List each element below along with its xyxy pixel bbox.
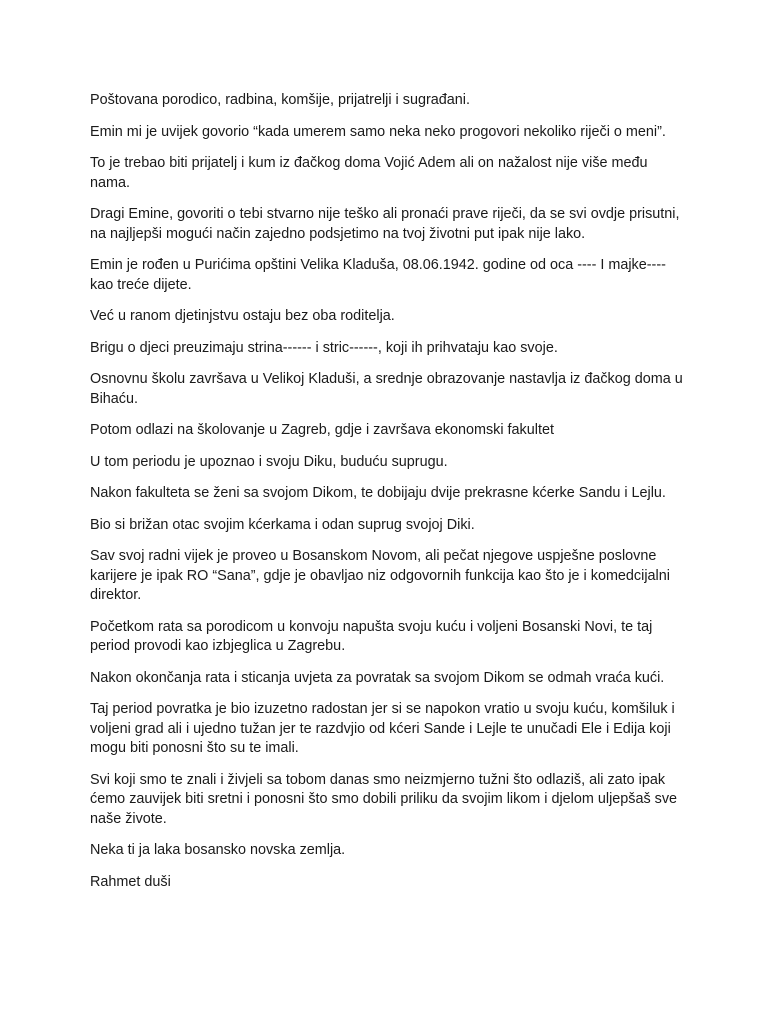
paragraph-dear-emin: Dragi Emine, govoriti o tebi stvarno nije teško ali pronaći prave riječi, da se svi ovdje prisutni, na najljepši mogući način zajedno podsjetimo na tvoj životni put ipak nije lako.	[90, 206, 680, 242]
paragraph-career: Sav svoj radni vijek je proveo u Bosanskom Novom, ali pečat njegove uspješne poslovne karijere je ipak RO “Sana”, gdje je obavljao niz odgovornih funkcija kao što je i komedcijalni direktor.	[90, 548, 670, 603]
paragraph-birth: Emin je rođen u Purićima opštini Velika Kladuša, 08.06.1942. godine od oca ---- I majke---- kao treće dijete.	[90, 257, 666, 293]
paragraph-earth: Neka ti ja laka bosansko novska zemlja.	[90, 842, 346, 858]
paragraph-met-wife: U tom periodu je upoznao i svoju Diku, buduću suprugu.	[90, 453, 448, 470]
paragraph-return-period: Taj period povratka je bio izuzetno radostan jer si se napokon vratio u svoju kuću, komšiluk i voljeni grad ali i ujedno tužan jer te razdvjio od kćeri Sande i Lejle te unučadi Ele i Edija koji mogu biti ponosni što su te imali.	[90, 701, 675, 756]
document-body	[90, 91, 690, 904]
paragraph-childhood: Već u ranom djetinjstvu ostaju bez oba roditelja.	[90, 308, 395, 324]
paragraph-rahmet: Rahmet duši	[90, 873, 171, 890]
paragraph-war: Početkom rata sa porodicom u konvoju napušta svoju kuću i voljeni Bosanski Novi, te taj period provodi kao izbjeglica u Zagrebu.	[90, 618, 653, 654]
paragraph-emin-quote: Emin mi je uvijek govorio “kada umerem samo neka neko progovori nekoliko riječi o meni”.	[90, 123, 666, 140]
paragraph-greeting: Poštovana porodico, radbina, komšije, prijatrelji i sugrađani.	[90, 92, 470, 108]
paragraph-school: Osnovnu školu završava u Velikoj Kladuši, a srednje obrazovanje nastavlja iz đačkog doma u Bihaću.	[90, 371, 683, 407]
paragraph-farewell: Svi koji smo te znali i živjeli sa tobom danas smo neizmjerno tužni što odlaziš, ali zato ipak ćemo zauvijek biti sretni i ponosni što smo dobili priliku da svojim likom i djelom uljepšaš sve naše živote.	[90, 771, 678, 827]
paragraph-marriage: Nakon fakulteta se ženi sa svojom Dikom, te dobijaju dvije prekrasne kćerke Sandu i Lejlu.	[90, 485, 666, 501]
paragraph-friend: To je trebao biti prijatelj i kum iz đačkog doma Vojić Adem ali on nažalost nije više među nama.	[90, 155, 648, 191]
paragraph-guardians: Brigu o djeci preuzimaju strina------ i stric------, koji ih prihvataju kao svoje.	[90, 339, 558, 356]
paragraph-university: Potom odlazi na školovanje u Zagreb, gdje i završava ekonomski fakultet	[90, 422, 554, 438]
paragraph-return: Nakon okončanja rata i sticanja uvjeta za povratak sa svojom Dikom se odmah vraća kući.	[90, 669, 665, 686]
paragraph-father: Bio si brižan otac svojim kćerkama i odan suprug svojoj Diki.	[90, 516, 475, 533]
